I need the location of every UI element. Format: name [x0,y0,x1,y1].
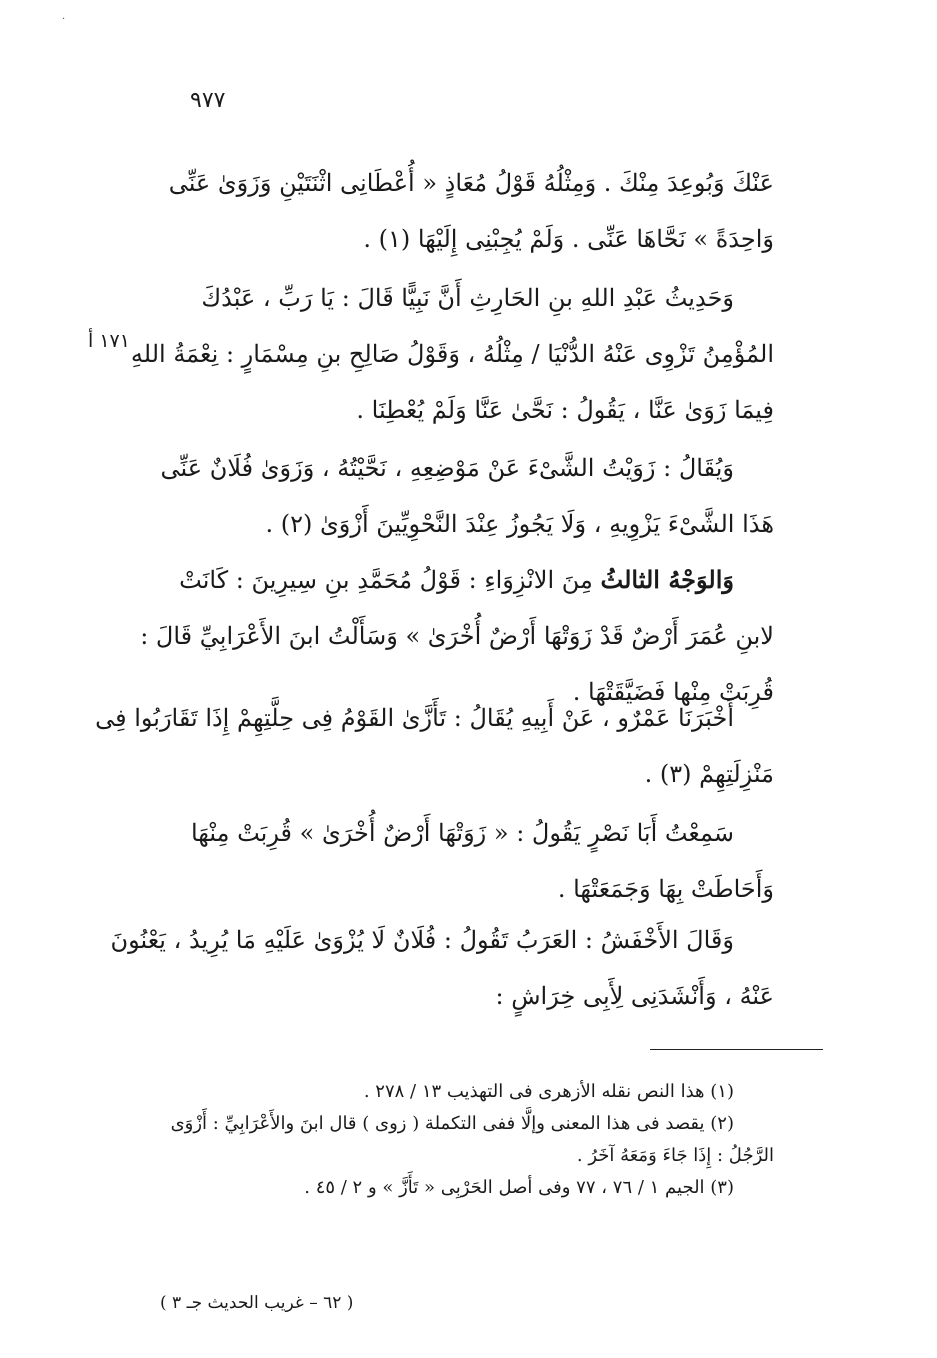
section-heading: وَالوَجْهُ الثالثُ [600,565,734,594]
margin-folio-note: ١٧١ أ [88,330,130,352]
text-line: وَحَدِيثُ عَبْدِ اللهِ بنِ الحَارِثِ أَنَّ نَبِيًّا قَالَ : يَا رَبِّ ، عَبْدُكَ [201,284,734,312]
footnotes [160,1076,774,1204]
stray-mark: · [62,14,66,25]
text-line: عَنْهُ ، وَأَنْشَدَنِى لِأَبِى خِرَاشٍ : [495,982,774,1010]
page-number: ٩٧٧ [190,88,226,113]
footnote: (٣) الجيم ١ / ٧٦ ، ٧٧ وفى أصل الحَرْبِى « تَأَزَّ » و ٢ / ٤٥ . [304,1177,734,1198]
text-line: قُرِبَتْ مِنْها فَضَيَّقَتْهَا . [572,678,774,706]
paragraph-5 [95,690,774,802]
text-line: لابنِ عُمَرَ أَرْضٌ قَدْ زَوَتْهَا أَرْضٌ أُخْرَىٰ » وَسَأَلْتُ ابنَ الأَعْرَابِيِّ قَالَ : [140,622,774,650]
text-line: فِيمَا زَوَىٰ عَنَّا ، يَقُولُ : نَحَّىٰ عَنَّا وَلَمْ يُعْطِنَا . [356,396,774,424]
text-line: وَقَالَ الأَخْفَشُ : العَرَبُ تَقُولُ : فُلَانٌ لَا يُزْوَىٰ عَلَيْهِ مَا يُرِيدُ ، يَعْنُونَ [110,926,734,954]
text-line [160,552,774,608]
footnote: (١) هذا النص نقله الأزهرى فى التهذيب ١٣ / ٢٧٨ . [363,1081,734,1102]
text-line: وَأَحَاطَتْ بِهَا وَجَمَعَتْهَا . [557,875,774,903]
signature-mark: ( ٦٢ – غريب الحديث جـ ٣ ) [160,1293,354,1313]
paragraph-1 [160,155,774,267]
text-line: سَمِعْتُ أَبَا نَصْرٍ يَقُولُ : « زَوَتْهَا أَرْضٌ أُخْرَىٰ » قُرِبَتْ مِنْهَا [190,819,734,847]
paragraph-7 [110,912,774,1024]
paragraph-3 [160,440,774,552]
text-line: وَيُقَالُ : زَوَيْتُ الشَّىْءَ عَنْ مَوْضِعِهِ ، نَحَّيْتُهُ ، وَزَوَىٰ فُلَانٌ عَنِّى [160,454,734,482]
text-line: المُؤْمِنُ تَزْوِى عَنْهُ الدُّنْيَا / مِثْلُهُ ، وَقَوْلُ صَالِحِ بنِ مِسْمَارٍ : نِعْمَةُ اللهِ [130,340,774,368]
footnote-divider [650,1049,823,1050]
footnote: (٢) يقصد فى هذا المعنى وإلَّا ففى التكملة ( زوى ) قال ابنَ والأَعْرَابِيِّ : أَزْوَى [170,1113,734,1134]
paragraph-6 [160,805,774,917]
footnote-continuation: الرَّجُلُ : إِذَا جَاءَ وَمَعَهُ آخَرُ . [576,1145,774,1166]
text-line: عَنْكَ وَبُوعِدَ مِنْكَ . وَمِثْلُهُ قَوْلُ مُعَاذٍ « أُعْطَانِى اثْنَتَيْنِ وَزَوَىٰ عَنِّى [168,169,774,197]
text-line: وَاحِدَةً » نَحَّاهَا عَنِّى . وَلَمْ يُجِبْنِى إِلَيْهَا (١) . [363,225,774,253]
paragraph-2 [130,270,774,438]
text-run: مِنَ الانْزِوَاءِ : قَوْلُ مُحَمَّدِ بنِ سِيرِينَ : كَانَتْ [179,566,601,594]
text-line: مَنْزِلَتِهِمْ (٣) . [644,760,774,788]
text-line: أَخْبَرَنَا عَمْرٌو ، عَنْ أَبِيهِ يُقَالُ : تَأَزَّىٰ القَوْمُ فِى حِلَّتِهِمْ إِذَا تَقَارَبُوا فِى [95,704,734,732]
text-line: هَذَا الشَّىْءَ يَزْوِيهِ ، وَلَا يَجُوزُ عِنْدَ النَّحْوِيِّينَ أَزْوَىٰ (٢) . [265,510,774,538]
